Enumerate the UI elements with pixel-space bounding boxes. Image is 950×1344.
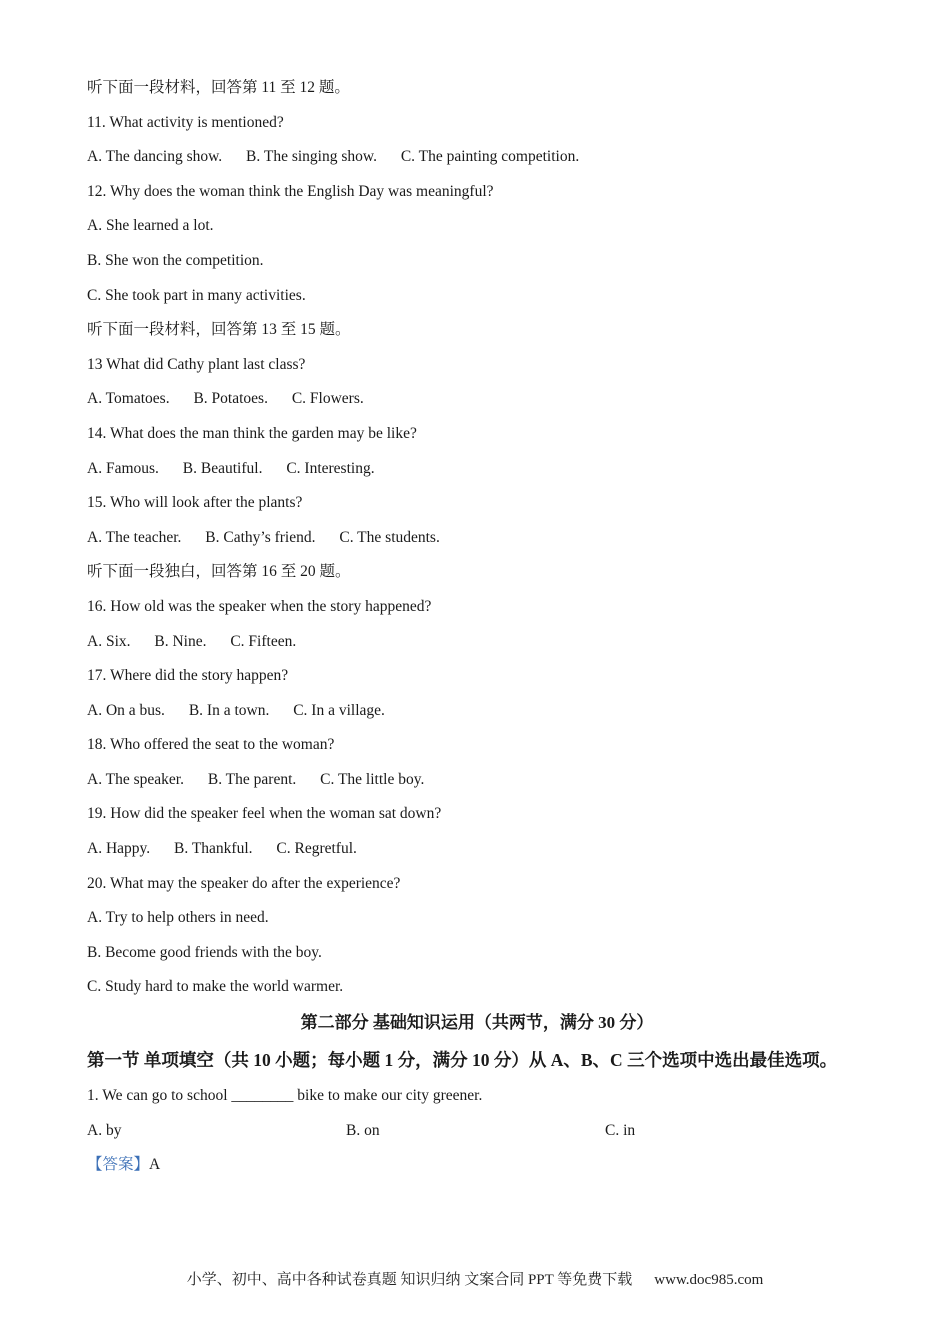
option-a: A. On a bus. <box>87 701 165 719</box>
part2-question-1-options <box>87 1114 867 1149</box>
instruction-16-20: 听下面一段独白，回答第 16 至 20 题。 <box>87 563 351 581</box>
question-11: 11. What activity is mentioned? <box>87 113 284 131</box>
question-15-options <box>87 521 867 556</box>
question-16-options <box>87 625 867 660</box>
option-a: A. Happy. <box>87 840 151 858</box>
option-c: C. Fifteen. <box>230 632 297 650</box>
option-b: B. Nine. <box>154 632 207 650</box>
option-b: B. In a town. <box>188 701 270 719</box>
instruction-11-12: 听下面一段材料，回答第 11 至 12 题。 <box>87 79 350 96</box>
question-19: 19. How did the speaker feel when the woman sat down? <box>87 805 442 823</box>
option-b: B. The parent. <box>207 770 297 788</box>
option-b: B. The singing show. <box>246 148 377 166</box>
question-15: 15. Who will look after the plants? <box>87 494 303 512</box>
answer-label: 【答案】 <box>87 1156 150 1174</box>
option-c: C. The little boy. <box>320 770 425 788</box>
question-13-options <box>87 382 867 417</box>
option-b: B. Thankful. <box>174 840 253 858</box>
question-12-option-b: B. She won the competition. <box>87 251 264 269</box>
question-16: 16. How old was the speaker when the story happened? <box>87 597 432 615</box>
option-c: C. in <box>605 1121 636 1139</box>
option-c: C. Regretful. <box>276 840 357 858</box>
option-a: A. The dancing show. <box>87 148 223 166</box>
question-17: 17. Where did the story happen? <box>87 667 289 685</box>
question-18-options <box>87 763 867 798</box>
question-12: 12. Why does the woman think the English Day was meaningful? <box>87 182 494 200</box>
question-12-option-c: C. She took part in many activities. <box>87 286 306 304</box>
part-two-title: 第二部分 基础知识运用（共两节，满分 30 分） <box>300 1013 654 1033</box>
footer-text: 小学、初中、高中各种试卷真题 知识归纳 文案合同 PPT 等免费下载 <box>186 1272 633 1288</box>
question-12-option-a: A. She learned a lot. <box>87 217 214 235</box>
option-a: A. The speaker. <box>87 770 184 788</box>
option-a: A. Six. <box>87 632 131 650</box>
question-17-options <box>87 694 867 729</box>
question-19-options <box>87 832 867 867</box>
option-a: A. by <box>87 1121 122 1139</box>
question-18: 18. Who offered the seat to the woman? <box>87 736 335 754</box>
option-c: C. The students. <box>339 528 440 546</box>
option-b: B. Cathy’s friend. <box>205 528 316 546</box>
part2-question-1: 1. We can go to school ________ bike to make our city greener. <box>87 1087 483 1105</box>
question-20: 20. What may the speaker do after the experience? <box>87 874 401 892</box>
option-c: C. Flowers. <box>291 390 364 408</box>
footer-url: www.doc985.com <box>654 1272 764 1288</box>
question-14-options <box>87 452 867 487</box>
option-b: B. Beautiful. <box>182 459 263 477</box>
section-one-title: 第一节 单项填空（共 10 小题；每小题 1 分，满分 10 分）从 A、B、C 三个选项中选出最佳选项。 <box>87 1050 838 1071</box>
instruction-13-15: 听下面一段材料，回答第 13 至 15 题。 <box>87 321 351 339</box>
page-footer <box>0 1268 950 1289</box>
question-13: 13 What did Cathy plant last class? <box>87 355 306 373</box>
question-20-option-b: B. Become good friends with the boy. <box>87 943 322 961</box>
answer-value: A <box>149 1156 161 1174</box>
option-b: B. on <box>346 1121 380 1139</box>
option-c: C. In a village. <box>293 701 385 719</box>
question-20-option-a: A. Try to help others in need. <box>87 909 269 927</box>
option-c: C. The painting competition. <box>400 148 580 166</box>
answer-line <box>87 1148 867 1183</box>
exam-page-content <box>87 71 867 1183</box>
option-c: C. Interesting. <box>286 459 375 477</box>
question-11-options <box>87 140 867 175</box>
option-a: A. Famous. <box>87 459 159 477</box>
question-20-option-c: C. Study hard to make the world warmer. <box>87 978 344 996</box>
option-a: A. The teacher. <box>87 528 182 546</box>
question-14: 14. What does the man think the garden may be like? <box>87 424 417 442</box>
option-a: A. Tomatoes. <box>87 390 170 408</box>
option-b: B. Potatoes. <box>193 390 268 408</box>
